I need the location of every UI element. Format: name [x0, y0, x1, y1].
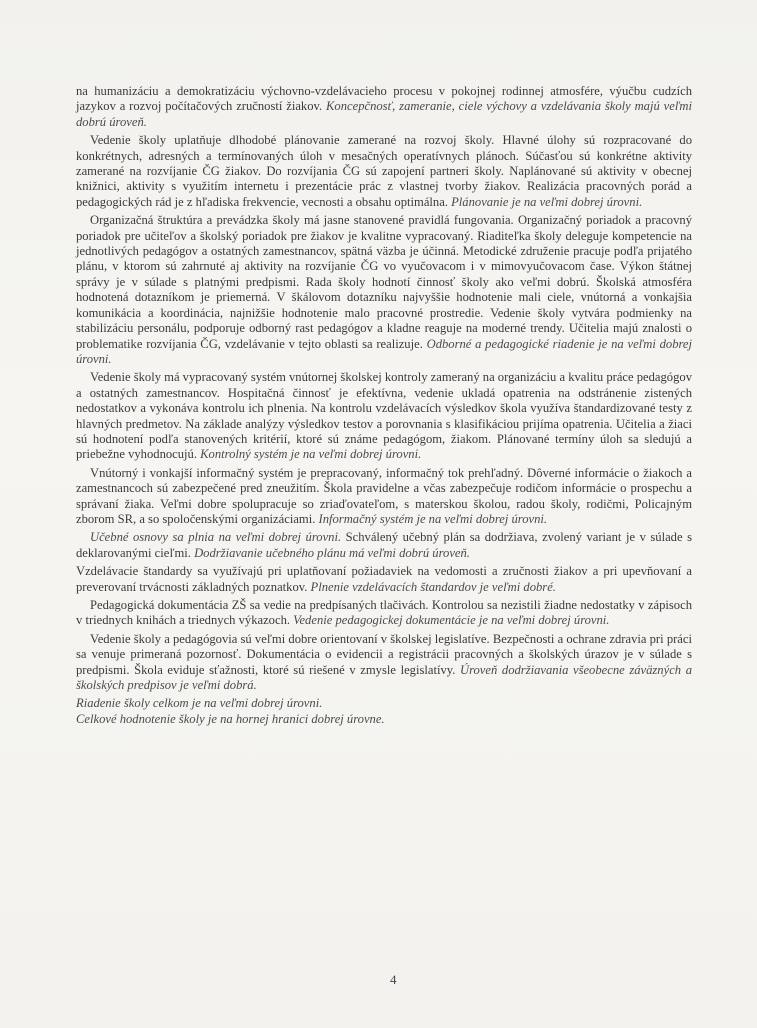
paragraph-text: Vzdelávacie štandardy sa využívajú pri uplatňovaní požiadaviek na vedomosti a zručnosti žiakov a pri upevňovaní a preverovaní trvácnosti základných poznatkov.: [76, 564, 692, 594]
paragraph-standards: [76, 564, 692, 595]
paragraph-evaluation: Plánovanie je na veľmi dobrej úrovni.: [451, 194, 643, 209]
paragraph-text: na humanizáciu a demokratizáciu výchovno-vzdelávacieho procesu v pokojnej rodinnej atmosfére, výučbu cudzích jazykov a rozvoj počítačových zručností žiakov.: [76, 84, 692, 114]
paragraph-information: [76, 466, 692, 528]
paragraph-control: [76, 370, 692, 462]
paragraph-text: Vedenie školy a pedagógovia sú veľmi dobre orientovaní v školskej legislatíve. Bezpečnosti a ochrane zdravia pri práci sa venuje primeraná pozornosť. Dokumentácia o evidencii a registrácii pracovných a školských úrazov je v súlade s predpismi. Škola eviduje sťažnosti, ktoré sú riešené v zmysle legislatívy.: [76, 631, 692, 677]
document-body: [76, 84, 692, 727]
page-number: 4: [390, 972, 397, 987]
paragraph-organization: [76, 213, 692, 367]
paragraph-legislation: [76, 632, 692, 694]
paragraph-evaluation: Plnenie vzdelávacích štandardov je veľmi dobré.: [310, 579, 556, 594]
paragraph-text: Organizačná štruktúra a prevádzka školy má jasne stanovené pravidlá fungovania. Organizačný poriadok a pracovný poriadok pre učiteľov a školský poriadok pre žiakov je kvalitne vypracovaný. Riaditeľka školy deleguje kompetencie na jednotlivých pedagógov a ostatných zamestnancov, spätná väzba je účinná. Metodické združenie pracuje podľa prijatého plánu, v ktorom sú zahrnuté aj aktivity na rozvíjanie ČG vo vyučovacom i v mimovyučovacom čase. Výkon štátnej správy je v súlade s platnými predpismi. Rada školy hodnotí činnosť školy ako veľmi dobrú. Školská atmosféra hodnotená dotazníkom je priemerná. V škálovom dotazníku najvyššie hodnotenie mali ciele, vnútorná a vonkajšia komunikácia a koordinácia, najnižšie hodnotenie malo pracovné prostredie. Vedenie školy vytvára podmienky na stabilizáciu personálu, podporuje odborný rast pedagógov a kladne reaguje na moderné trendy. Učitelia majú znalosti o problematike rozvíjania ČG, vzdelávanie v tejto oblasti sa realizuje.: [76, 213, 692, 351]
paragraph-text: Schválený učebný plán sa dodržiava, zvolený variant je v súlade s deklarovanými cieľmi.: [76, 530, 692, 560]
paragraph-text: Pedagogická dokumentácia ZŠ sa vedie na predpísaných tlačivách. Kontrolou sa nezistili žiadne nedostatky v zápisoch v triednych knihách a triednych výkazoch.: [76, 598, 692, 628]
paragraph-concept: [76, 84, 692, 130]
closing-statements: [76, 696, 692, 727]
paragraph-evaluation: Dodržiavanie učebného plánu má veľmi dobrú úroveň.: [194, 545, 470, 560]
paragraph-text: Vedenie školy uplatňuje dlhodobé plánovanie zamerané na rozvoj školy. Hlavné úlohy sú rozpracované do konkrétnych, adresných a termínovaných úloh v mesačných operatívnych plánoch. Súčasťou sú konkrétne aktivity zamerané na rozvíjanie ČG žiakov. Do rozvíjania ČG sú zapojení partneri školy. Naplánované sú aktivity v obecnej knižnici, aktivity s využitím internetu i prezentácie prác z vlastnej tvorby žiakov. Realizácia pracovných porád a pedagogických rád je z hľadiska frekvencie, vecnosti a obsahu optimálna.: [76, 133, 692, 209]
paragraph-text: Vedenie školy má vypracovaný systém vnútornej školskej kontroly zameraný na organizáciu a kvalitu práce pedagógov a ostatných zamestnancov. Hospitačná činnosť je efektívna, vedenie ukladá opatrenia na odstránenie zistených nedostatkov a vykonáva kontrolu ich plnenia. Na kontrolu vzdelávacích výsledkov škola využíva štandardizované testy z hlavných predmetov. Na základe analýzy výsledkov testov a porovnania s klasifikáciou prijíma opatrenia. Učitelia a žiaci sú hodnotení podľa stanovených kritérií, ktoré sú známe pedagógom, žiakom. Plánované termíny úloh sa sledujú a priebežne vyhodnocujú.: [76, 370, 692, 462]
paragraph-evaluation: Koncepčnosť, zameranie, ciele výchovy a vzdelávania školy majú veľmi dobrú úroveň.: [76, 99, 692, 129]
paragraph-evaluation: Odborné a pedagogické riadenie je na veľmi dobrej úrovni.: [76, 336, 693, 366]
paragraph-planning: [76, 133, 692, 210]
paragraph-lead-evaluation: Učebné osnovy sa plnia na veľmi dobrej úrovni.: [90, 530, 342, 545]
paragraph-evaluation: Kontrolný systém je na veľmi dobrej úrovni.: [200, 447, 422, 462]
paragraph-evaluation: Vedenie pedagogickej dokumentácie je na veľmi dobrej úrovni.: [293, 613, 610, 628]
paragraph-documentation: [76, 598, 692, 629]
paragraph-evaluation: Úroveň dodržiavania všeobecne záväzných a školských predpisov je veľmi dobrá.: [76, 662, 692, 693]
closing-overall: Celkové hodnotenie školy je na hornej hranici dobrej úrovne.: [76, 711, 385, 726]
paragraph-curriculum: [76, 530, 692, 561]
paragraph-text: Vnútorný i vonkajší informačný systém je prepracovaný, informačný tok prehľadný. Dôverné informácie o žiakoch a zamestnancoch sú zabezpečené pred zneužitím. Škola pravidelne a včas zabezpečuje rodičom informácie o prospechu a správaní žiaka. Veľmi dobre spolupracuje so zriaďovateľom, s materskou školou, radou školy, rodičmi, Policajným zborom SR, a so spoločenskými organizáciami.: [76, 465, 692, 526]
paragraph-evaluation: Informačný systém je na veľmi dobrej úrovni.: [318, 511, 548, 526]
closing-management: Riadenie školy celkom je na veľmi dobrej úrovni.: [76, 696, 323, 711]
